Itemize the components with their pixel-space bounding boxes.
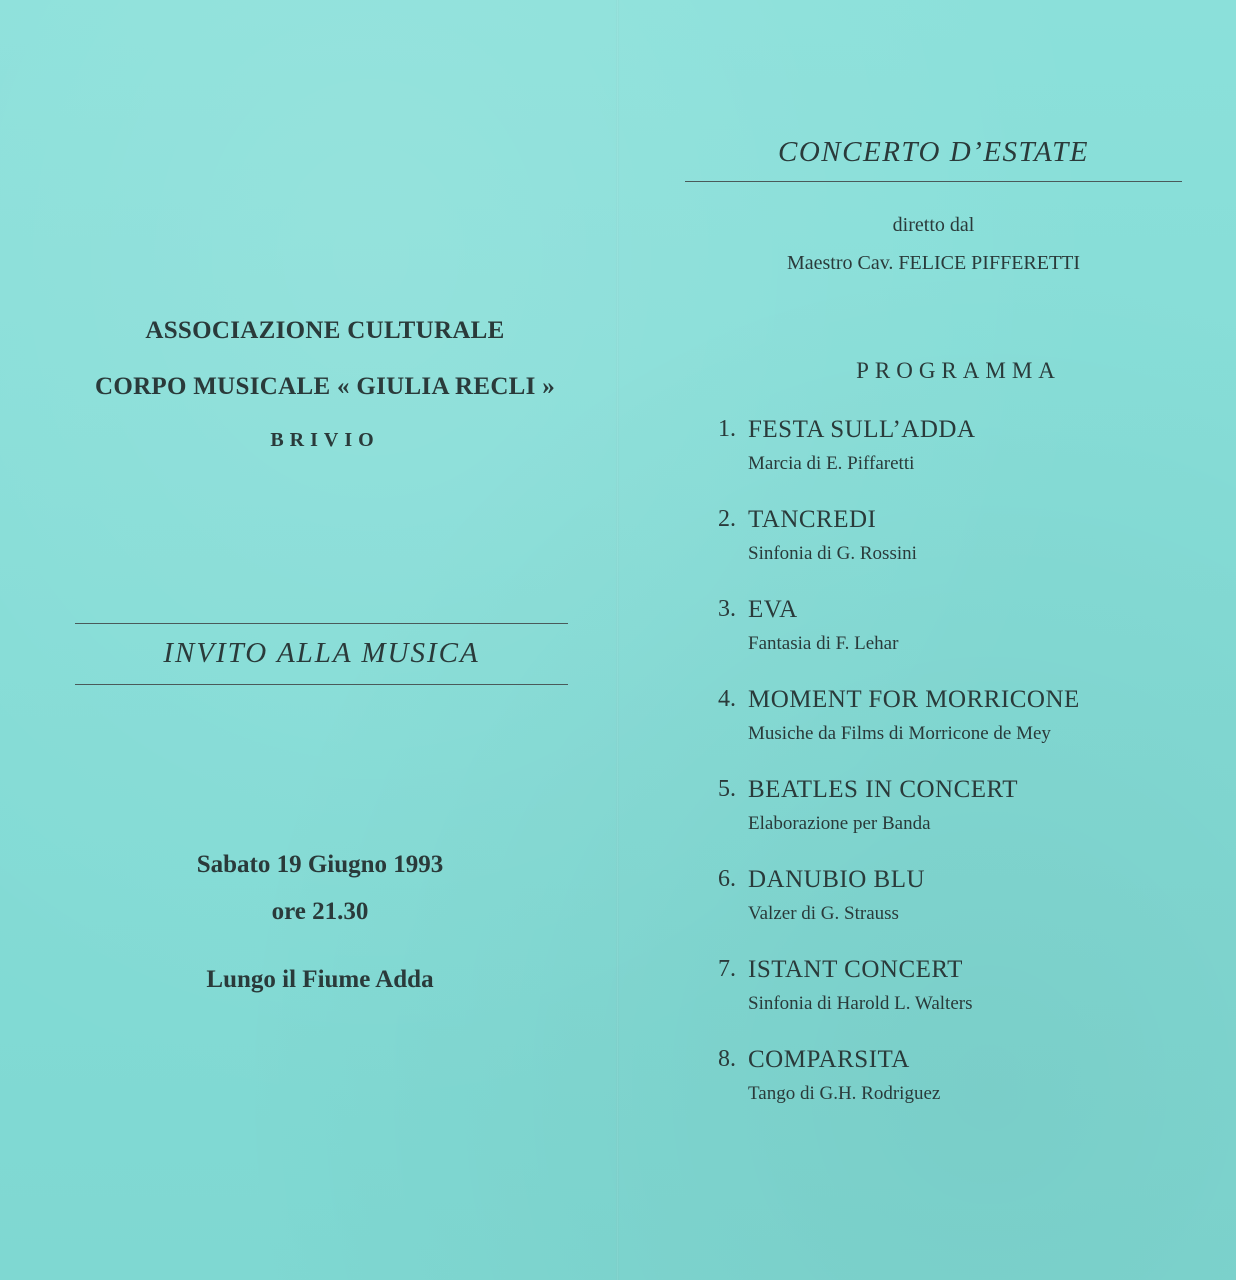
program-item-description: Valzer di G. Strauss — [748, 903, 899, 924]
program-item-title: TANCREDI — [748, 506, 877, 533]
program-item-number: 6. — [718, 866, 736, 892]
program-heading: PROGRAMMA — [856, 358, 1061, 383]
event-time: ore 21.30 — [271, 898, 369, 925]
title-divider — [685, 181, 1182, 182]
program-item-description: Sinfonia di Harold L. Walters — [748, 993, 973, 1014]
conductor-label: diretto dal — [892, 214, 975, 236]
program-item-description: Fantasia di F. Lehar — [748, 633, 899, 654]
program-item-title: BEATLES IN CONCERT — [748, 776, 1018, 803]
program-item-title: DANUBIO BLU — [748, 866, 926, 893]
conductor-name: Maestro Cav. FELICE PIFFERETTI — [786, 252, 1081, 274]
left-panel — [0, 0, 616, 1280]
program-item — [700, 776, 1220, 866]
program-item-number: 4. — [718, 686, 736, 712]
program-item — [700, 596, 1220, 686]
concert-title: CONCERTO D’ESTATE — [778, 136, 1089, 168]
program-item-title: COMPARSITA — [748, 1046, 910, 1073]
program-item-description: Musiche da Films di Morricone de Mey — [748, 723, 1051, 744]
program-item — [700, 866, 1220, 956]
program-item-number: 5. — [718, 776, 736, 802]
program-item-title: ISTANT CONCERT — [748, 956, 963, 983]
right-panel — [620, 0, 1236, 1280]
town-name: BRIVIO — [270, 429, 380, 451]
divider-top — [75, 623, 568, 624]
program-item — [700, 1046, 1220, 1136]
invite-title: INVITO ALLA MUSICA — [163, 637, 480, 669]
program-item-number: 2. — [718, 506, 736, 532]
band-name: CORPO MUSICALE « GIULIA RECLI » — [94, 373, 556, 400]
program-item-title: MOMENT FOR MORRICONE — [748, 686, 1080, 713]
program-item-description: Marcia di E. Piffaretti — [748, 453, 915, 474]
program-item — [700, 686, 1220, 776]
program-item — [700, 506, 1220, 596]
event-place: Lungo il Fiume Adda — [206, 966, 434, 993]
program-item-number: 3. — [718, 596, 736, 622]
center-fold — [616, 0, 619, 1280]
program-item-number: 1. — [718, 416, 736, 442]
program-item-number: 7. — [718, 956, 736, 982]
program-item — [700, 416, 1220, 506]
program-item — [700, 956, 1220, 1046]
event-date: Sabato 19 Giugno 1993 — [196, 851, 444, 878]
program-item-description: Elaborazione per Banda — [748, 813, 931, 834]
divider-bottom — [75, 684, 568, 685]
program-item-title: FESTA SULL’ADDA — [748, 416, 976, 443]
association-name: ASSOCIAZIONE CULTURALE — [145, 317, 505, 344]
program-item-description: Sinfonia di G. Rossini — [748, 543, 917, 564]
program-list — [700, 416, 1220, 1136]
program-item-title: EVA — [748, 596, 798, 623]
program-item-number: 8. — [718, 1046, 736, 1072]
program-item-description: Tango di G.H. Rodriguez — [748, 1083, 941, 1104]
